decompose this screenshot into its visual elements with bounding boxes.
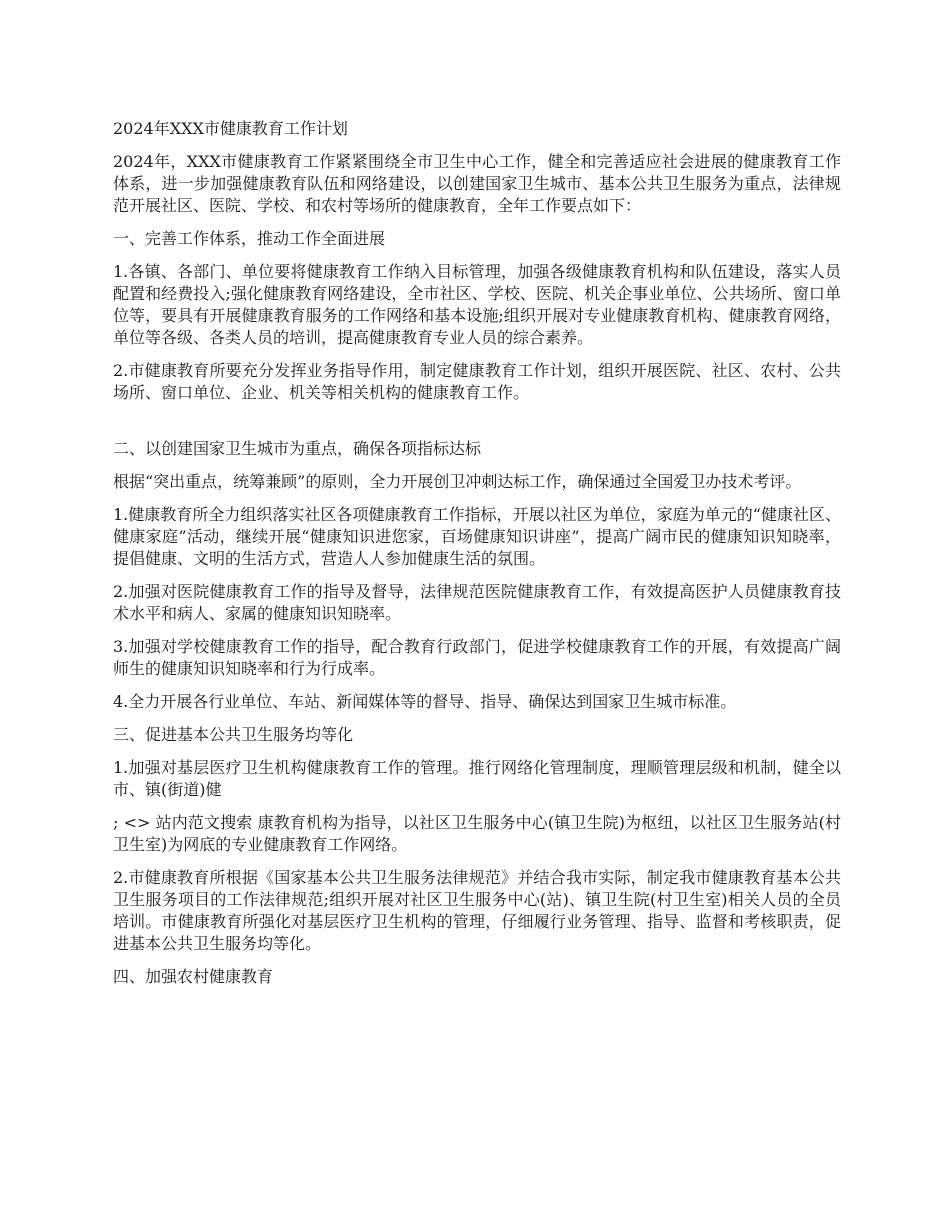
- document-title: 2024年XXX市健康教育工作计划: [113, 119, 348, 138]
- section-heading-3: 三、促进基本公共卫生服务均等化: [113, 725, 354, 744]
- section-2-intro: 根据“突出重点，统筹兼顾”的原则，全力开展创卫冲刺达标工作，确保通过全国爱卫办技术考评。: [113, 472, 802, 491]
- section-2-item-4: 4.全力开展各行业单位、车站、新闻媒体等的督导、指导、确保达到国家卫生城市标准。: [113, 692, 737, 711]
- section-3-item-1: 1.加强对基层医疗卫生机构健康教育工作的管理。推行网络化管理制度，理顺管理层级和机制，健全以市、镇(街道)健: [113, 758, 841, 799]
- section-2-item-1: 1.健康教育所全力组织落实社区各项健康教育工作指标，开展以社区为单位，家庭为单元的“健康社区、健康家庭”活动，继续开展“健康知识进您家，百场健康知识讲座”，提高广阔市民的健康知识知晓率，提倡健康、文明的生活方式，营造人人参加健康生活的氛围。: [113, 505, 841, 568]
- section-1-item-1: 1.各镇、各部门、单位要将健康教育工作纳入目标管理，加强各级健康教育机构和队伍建设，落实人员配置和经费投入;强化健康教育网络建设，全市社区、学校、医院、机关企事业单位、公共场所、窗口单位等，要具有开展健康教育服务的工作网络和基本设施;组织开展对专业健康教育机构、健康教育网络，单位等各级、各类人员的培训，提高健康教育专业人员的综合素养。: [113, 262, 841, 347]
- section-2-item-2: 2.加强对医院健康教育工作的指导及督导，法律规范医院健康教育工作，有效提高医护人员健康教育技术水平和病人、家属的健康知识知晓率。: [113, 582, 841, 623]
- section-heading-2: 二、以创建国家卫生城市为重点，确保各项指标达标: [113, 439, 482, 458]
- section-3-item-1-continued: ; <> 站内范文搜索 康教育机构为指导，以社区卫生服务中心(镇卫生院)为枢纽，以社区卫生服务站(村卫生室)为网底的专业健康教育工作网络。: [113, 813, 841, 854]
- document-page: [113, 118, 841, 999]
- section-2-item-3: 3.加强对学校健康教育工作的指导，配合教育行政部门，促进学校健康教育工作的开展，有效提高广阔师生的健康知识知晓率和行为行成率。: [113, 637, 841, 678]
- intro-paragraph: 2024年，XXX市健康教育工作紧紧围绕全市卫生中心工作，健全和完善适应社会进展的健康教育工作体系，进一步加强健康教育队伍和网络建设，以创建国家卫生城市、基本公共卫生服务为重点，法律规范开展社区、医院、学校、和农村等场所的健康教育，全年工作要点如下：: [113, 152, 841, 215]
- section-heading-4: 四、加强农村健康教育: [113, 967, 274, 986]
- section-1-item-2: 2.市健康教育所要充分发挥业务指导作用，制定健康教育工作计划，组织开展医院、社区、农村、公共场所、窗口单位、企业、机关等相关机构的健康教育工作。: [113, 361, 841, 402]
- section-heading-1: 一、完善工作体系，推动工作全面进展: [113, 229, 386, 248]
- section-3-item-2: 2.市健康教育所根据《国家基本公共卫生服务法律规范》并结合我市实际，制定我市健康教育基本公共卫生服务项目的工作法律规范;组织开展对社区卫生服务中心(站)、镇卫生院(村卫生室)相关人员的全员培训。市健康教育所强化对基层医疗卫生机构的管理，仔细履行业务管理、指导、监督和考核职责，促进基本公共卫生服务均等化。: [113, 868, 841, 953]
